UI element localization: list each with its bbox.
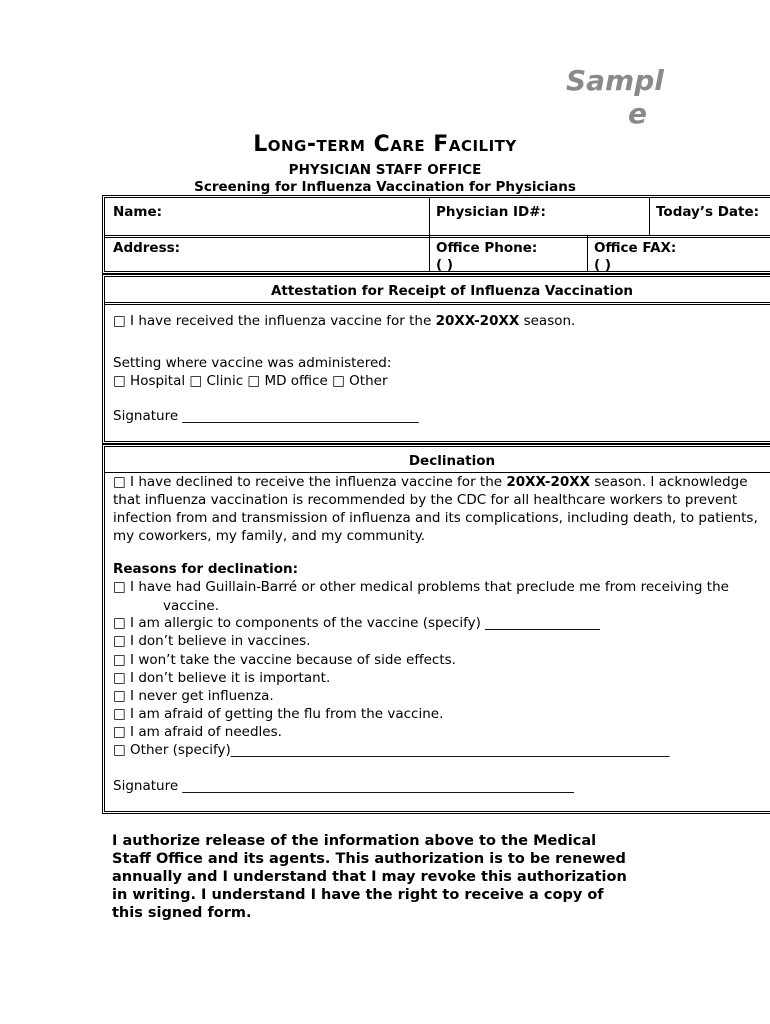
declined-text-prefix: □ I have declined to receive the influenza vaccine for the [113,474,507,490]
received-vaccine-checkbox[interactable] [113,313,575,329]
declination-signature[interactable]: Signature __________________________________________________________ [113,778,574,794]
form-title: Screening for Influenza Vaccination for Physicians [194,179,576,195]
declination-text-line-3: infection from and transmission of influenza and its complications, including death, to patients, [113,510,758,526]
reason-other-checkbox[interactable]: □ Other (specify)_________________________________________________________________ [113,742,670,758]
name-field[interactable]: Name: [113,204,163,220]
attestation-heading: Attestation for Receipt of Influenza Vaccination [270,283,634,299]
reason-no-belief-checkbox[interactable]: □ I don’t believe in vaccines. [113,633,311,649]
office-phone-area-code[interactable]: ( ) [436,257,454,273]
address-field[interactable]: Address: [113,240,181,256]
authorization-statement [112,832,672,922]
watermark-line-2: e [628,97,647,130]
attestation-season: 20XX-20XX [435,313,520,329]
declination-text-line-4: my coworkers, my family, and my community. [113,528,426,544]
reason-never-get-flu-checkbox[interactable]: □ I never get influenza. [113,688,274,704]
setting-label: Setting where vaccine was administered: [113,355,392,371]
reason-guillain-barre-cont: vaccine. [163,598,220,614]
reason-afraid-flu-checkbox[interactable]: □ I am afraid of getting the flu from the vaccine. [113,706,444,722]
declined-text-suffix: season. I acknowledge [590,474,748,490]
page-title: Long-term Care Facility [253,132,517,157]
declination-text-line-2: that influenza vaccination is recommended by the CDC for all healthcare workers to prevent [113,492,738,508]
authorization-line-3: annually and I understand that I may revoke this authorization [112,869,627,885]
physician-info-box [102,195,770,274]
authorization-line-2: Staff Office and its agents. This authorization is to be renewed [112,851,626,867]
reason-guillain-barre-checkbox[interactable]: □ I have had Guillain-Barré or other medical problems that preclude me from receiving the [113,579,729,595]
received-text-prefix: □ I have received the influenza vaccine for the [113,313,436,329]
todays-date-field[interactable]: Today’s Date: [656,204,760,220]
attestation-section [102,274,770,444]
authorization-line-4: in writing. I understand I have the right to receive a copy of [112,887,604,903]
authorization-line-5: this signed form. [112,905,252,921]
authorization-line-1: I authorize release of the information above to the Medical [112,833,597,849]
reason-not-important-checkbox[interactable]: □ I don’t believe it is important. [113,670,331,686]
watermark-line-1: Sampl [566,64,664,97]
office-fax-field[interactable]: Office FAX: [594,240,677,256]
declination-heading: Declination [408,453,496,469]
physician-id-field[interactable]: Physician ID#: [436,204,546,220]
reason-needles-checkbox[interactable]: □ I am afraid of needles. [113,724,282,740]
attestation-signature[interactable]: Signature ___________________________________ [113,408,419,424]
sample-watermark [566,64,666,130]
reasons-heading: Reasons for declination: [113,561,298,577]
declination-section [102,444,770,814]
reason-side-effects-checkbox[interactable]: □ I won’t take the vaccine because of side effects. [113,652,456,668]
setting-options[interactable]: □ Hospital □ Clinic □ MD office □ Other [113,373,388,389]
office-fax-area-code[interactable]: ( ) [594,257,612,273]
office-phone-field[interactable]: Office Phone: [436,240,538,256]
declination-season: 20XX-20XX [506,474,591,490]
declined-vaccine-checkbox[interactable] [113,474,748,490]
reason-allergic-checkbox[interactable]: □ I am allergic to components of the vaccine (specify) _________________ [113,615,600,631]
office-subtitle: PHYSICIAN STAFF OFFICE [288,162,482,178]
received-text-suffix: season. [519,313,576,329]
